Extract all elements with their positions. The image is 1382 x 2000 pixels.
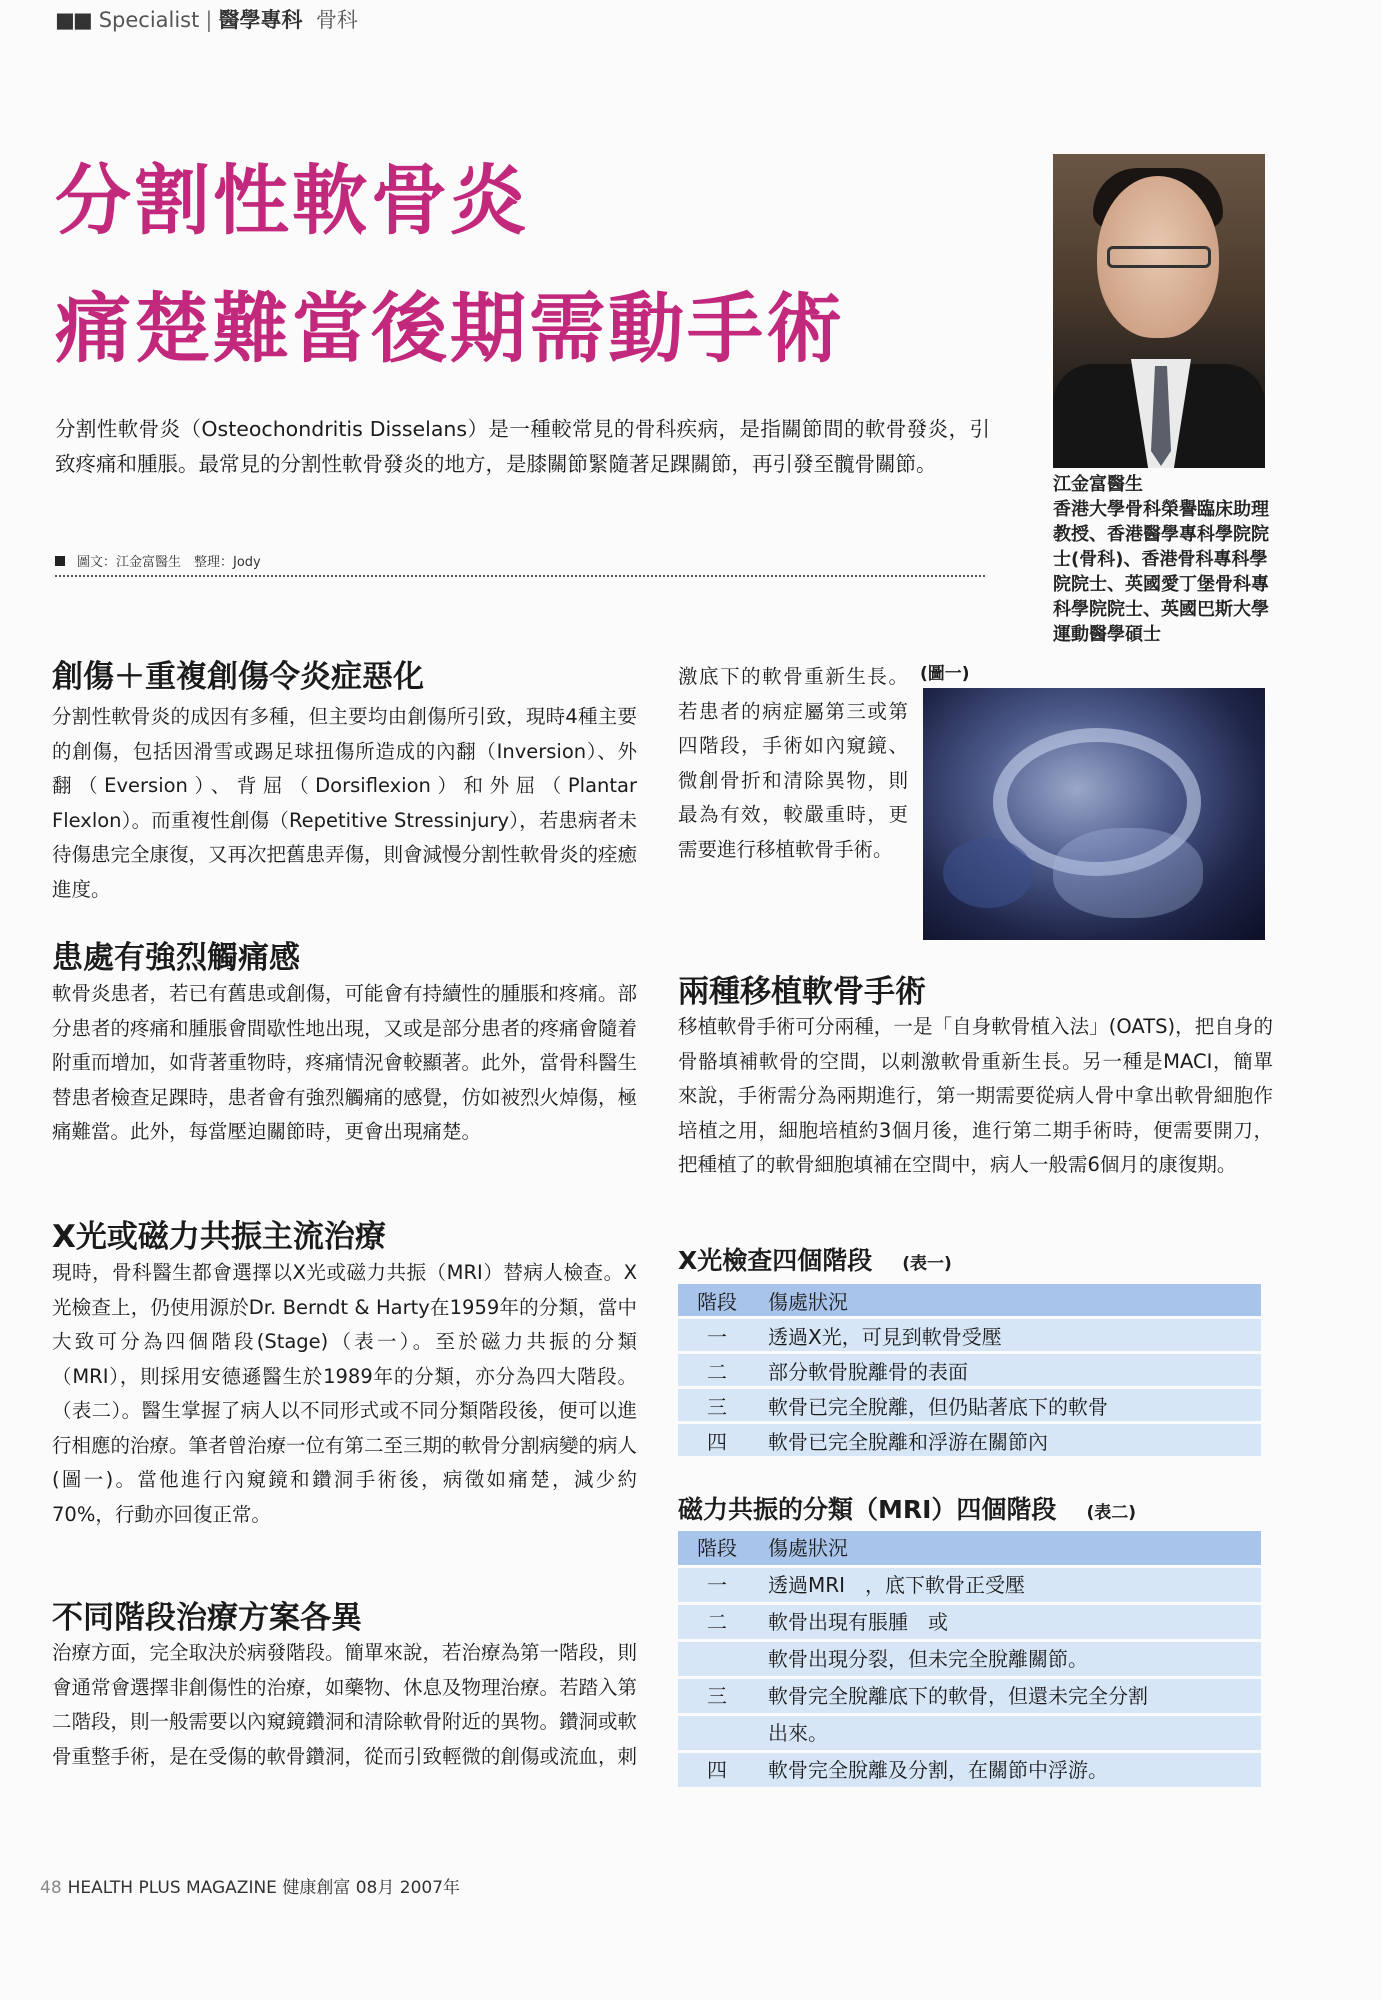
table-header-cell: 傷處狀況 (758, 1284, 1261, 1316)
article-credit (55, 551, 261, 570)
table-cell: 軟骨出現有脹腫 或 (758, 1605, 1261, 1639)
continuation-text: 激底下的軟骨重新生長。若患者的病症屬第三或第四階段，手術如內窺鏡、微創骨折和清除異物，則最為有效，較嚴重時，更需要進行移植軟骨手術。 (678, 665, 908, 861)
table-cell: 一 (678, 1568, 758, 1602)
table1 (678, 1281, 1261, 1459)
mri-image (923, 688, 1265, 940)
table-row (678, 1319, 1261, 1351)
table-header-cell: 傷處狀況 (758, 1531, 1261, 1565)
section-label: Specialist (98, 8, 200, 32)
table-cell (678, 1642, 758, 1676)
table-row (678, 1568, 1261, 1602)
page-header (55, 4, 358, 34)
table-cell: 三 (678, 1679, 758, 1713)
section-body-3: 現時，骨科醫生都會選擇以X光或磁力共振（MRI）替病人檢查。X光檢查上，仍使用源於Dr. Berndt & Harty在1959年的分類，當中大致可分為四個階段(Stage)（表一）。至於磁力共振的分類（MRI），則採用安德遜醫生於1989年的分類，亦分為四大階段。（表二）。醫生掌握了病人以不同形式或不同分類階段後，便可以進行相應的治療。筆者曾治療一位有第二至三期的軟骨分割病變的病人(圖一)。當他進行內窺鏡和鑽洞手術後，病徵如痛楚，減少約70%，行動亦回復正常。 (52, 1261, 638, 1526)
figure-label: (圖一) (920, 664, 970, 684)
subcategory-label: 骨科 (315, 8, 358, 32)
table-row (678, 1642, 1261, 1676)
table-row (678, 1716, 1261, 1750)
table-cell: 四 (678, 1424, 758, 1456)
section-body-2: 軟骨炎患者，若已有舊患或創傷，可能會有持續性的腫脹和疼痛。部分患者的疼痛和腫脹會間歇性地出現，又或是部分患者的疼痛會隨着附重而增加，如背著重物時，疼痛情況會較顯著。此外，當骨科醫生替患者檢查足踝時，患者會有強烈觸痛的感覺，仿如被烈火焯傷，極痛難當。此外，每當壓迫關節時，更會出現痛楚。 (52, 982, 638, 1143)
category-label: 醫學專科 (218, 8, 303, 32)
credit-text: 圖文：江金富醫生 整理：Jody (77, 555, 261, 570)
table-row (678, 1389, 1261, 1421)
transplant-body: 移植軟骨手術可分兩種，一是「自身軟骨植入法」(OATS)，把自身的骨骼填補軟骨的空間，以刺激軟骨重新生長。另一種是MACI，簡單來說，手術需分為兩期進行，第一期需要從病人骨中拿出軟骨細胞作培植之用，細胞培植約3個月後，進行第二期手術時，便需要開刀，把種植了的軟骨細胞填補在空間中，病人一般需6個月的康復期。 (678, 1015, 1273, 1176)
table-cell: 出來。 (758, 1716, 1261, 1750)
table-cell: 軟骨已完全脫離，但仍貼著底下的軟骨 (758, 1389, 1261, 1421)
table-cell: 軟骨出現分裂，但未完全脫離關節。 (758, 1642, 1261, 1676)
article-intro: 分割性軟骨炎（Osteochondritis Disselans）是一種較常見的骨科疾病，是指關節間的軟骨發炎，引致疼痛和腫脹。最常見的分割性軟骨發炎的地方，是膝關節緊隨著足踝關節，再引發至髖骨關節。 (55, 417, 990, 476)
page-footer (40, 1873, 460, 1898)
table-cell: 二 (678, 1354, 758, 1386)
section-body-1: 分割性軟骨炎的成因有多種，但主要均由創傷所引致，現時4種主要的創傷，包括因滑雪或踢足球扭傷所造成的內翻（Inversion）、外翻（Eversion）、背屈（Dorsiflexion）和外屈（Plantar Flexlon）。而重複性創傷（Repetitive Stressinjury），若患病者未待傷患完全康復，又再次把舊患弄傷，則會減慢分割性軟骨炎的痊癒進度。 (52, 705, 657, 901)
table-cell: 透過X光，可見到軟骨受壓 (758, 1319, 1261, 1351)
divider: | (205, 8, 213, 32)
table1-label: (表一) (902, 1254, 952, 1274)
table-row (678, 1605, 1261, 1639)
table-cell: 三 (678, 1389, 758, 1421)
section-body-4: 治療方面，完全取決於病發階段。簡單來說，若治療為第一階段，則會通常會選擇非創傷性的治療，如藥物、休息及物理治療。若踏入第二階段，則一般需要以內窺鏡鑽洞和清除軟骨附近的異物。鑽洞或軟骨重整手術，是在受傷的軟骨鑽洞，從而引致輕微的創傷或流血，刺 (52, 1641, 638, 1768)
magazine-name: HEALTH PLUS MAGAZINE 健康創富 08月 2007年 (67, 1878, 461, 1898)
table-header-row (678, 1284, 1261, 1316)
table-row (678, 1354, 1261, 1386)
table-cell: 軟骨已完全脫離和浮游在關節內 (758, 1424, 1261, 1456)
section-heading-2: 患處有強烈觸痛感 (52, 940, 300, 976)
page-number: 48 (40, 1878, 62, 1898)
table-cell: 二 (678, 1605, 758, 1639)
table-row (678, 1424, 1261, 1456)
section-heading-3: X光或磁力共振主流治療 (52, 1219, 386, 1255)
doctor-name: 江金富醫生 (1053, 474, 1143, 495)
table-cell (678, 1716, 758, 1750)
table-header-cell: 階段 (678, 1531, 758, 1565)
transplant-heading: 兩種移植軟骨手術 (678, 974, 926, 1010)
table-row (678, 1679, 1261, 1713)
doctor-bio (1053, 472, 1273, 647)
table-cell: 部分軟骨脫離骨的表面 (758, 1354, 1261, 1386)
article-title-line2: 痛楚難當後期需動手術 (55, 284, 845, 373)
table2-caption (678, 1490, 1136, 1526)
table-row (678, 1753, 1261, 1787)
dotted-divider (55, 575, 985, 577)
section-heading-1: 創傷＋重複創傷令炎症惡化 (52, 659, 424, 695)
doctor-photo (1053, 154, 1265, 468)
table2-title: 磁力共振的分類（MRI）四個階段 (678, 1495, 1057, 1524)
table-header-cell: 階段 (678, 1284, 758, 1316)
table-cell: 一 (678, 1319, 758, 1351)
table-cell: 軟骨完全脫離及分割，在關節中浮游。 (758, 1753, 1261, 1787)
table1-title: X光檢查四個階段 (678, 1246, 873, 1275)
square-bullet-icon (55, 556, 65, 566)
article-title-line1: 分割性軟骨炎 (55, 156, 529, 245)
table2-label: (表二) (1086, 1503, 1136, 1523)
table2 (678, 1528, 1261, 1790)
bullet-icon: ■■ (55, 8, 91, 32)
table-cell: 軟骨完全脫離底下的軟骨，但還未完全分割 (758, 1679, 1261, 1713)
table-header-row (678, 1531, 1261, 1565)
doctor-credentials: 香港大學骨科榮譽臨床助理教授、香港醫學專科學院院士(骨科)、香港骨科專科學院院士、英國愛丁堡骨科專科學院院士、英國巴斯大學運動醫學碩士 (1053, 499, 1269, 645)
table-cell: 四 (678, 1753, 758, 1787)
table1-caption (678, 1241, 952, 1277)
table-cell: 透過MRI ，底下軟骨正受壓 (758, 1568, 1261, 1602)
section-heading-4: 不同階段治療方案各異 (52, 1600, 362, 1636)
